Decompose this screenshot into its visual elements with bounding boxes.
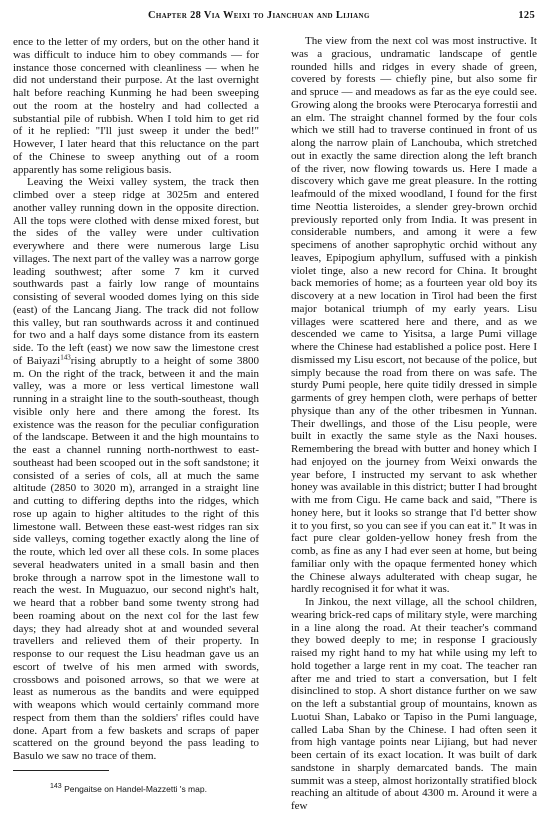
paragraph-continued: ence to the letter of my orders, but on the other hand it was difficult to induce him to obey commands — for instance those concerned with cleanliness — when he did not understand their purpose. At the last overnight halt before reaching Kunming he had been sweeping out the room at the hostelry and had collected a substantial pile of rubbish. When I told him to get rid of it he replied: "I'll just sweep it under the bed!" However, I later heard that this reluctance on the part of the Chinese to sweep anything out of a room apparently has some religious basis. [13,36,259,176]
page-header [0,6,550,26]
paragraph-col-view: The view from the next col was most instructive. It was a gracious, undramatic landscape of gentle rounded hills and ridges in every shade of green, covered by forests — chiefly pine, but also some fir and spruce — and meadows as far as the eye could see. Growing along the brooks were Pterocarya forrestii and an elm. The straight channel formed by the four cols which we still had to traverse continued in front of us along the narrow plain of Lanchouba, which stretched out in exactly the same direction along the left branch of the river, now flowing towards us. Here I made a discovery which gave me great pleasure. In the rotting leafmould of the mixed woodland, I found for the first time Neottia listeroides, a slender grey-brown orchid previously reported only from India. It was present in considerable numbers, and among it were a few specimens of another saprophytic orchid without any leaves, Epipogium aphyllum, suffused with a pinkish violet tinge, also a new record for China. It brought back memories of home; as a fourteen year old boy its discovery at a new location in Tirol had been the first major botanical triumph of my early years. Lisu villages were scattered here and there, and as we descended we came to Yisitsa, a large Pumi village where the Chinese had established a police post. Here I dismissed my Lisu escort, not because of the police, but simply because the road from there on was safe. The sturdy Pumi people, here quite tidily dressed in simple garments of grey hempen cloth, were perhaps of better physique than any of the other tribesmen in Yunnan. Their dwellings, and those of the Lisu people, were built in exactly the same style as the Naxi houses. Remembering the bread with butter and honey which I had enjoyed on the journey from Weixi onwards the year before, I instructed my servant to ask whether honey was available in this district; butter I had brought with me from Cigu. He came back and said, "There is honey here, but it looks so strange that I'd better show it to you first, so you can see if you can eat it." It was in fact pure clear golden-yellow honey fresh from the comb, as fine as any I had ever seen at home, but being familiar only with the opaque fermented honey which the Chinese always adulterated with cheap sugar, he hardly recognised it for what it was. [291,35,537,596]
paragraph-text: Leaving the Weixi valley system, the track then climbed over a steep ridge at 3025m and entered another valley running down in the opposite direction. All the tops were clothed with dense mixed forest, but the sides of the valley were under cultivation everywhere and there were numerous large Lisu villages. The next part of the valley was a narrow gorge leading southwest; after some 7 km it curved southwards past a fairly low range of mountains consisting of several wooded domes lying on this side (east) of the Lancang Jiang. The track did not follow this valley, but ran southwards across it and continued for two and a half days some distance from its eastern side. To the left (east) we now saw the limestone crest of Baiyazi [13,176,259,367]
paragraph-jinkou: In Jinkou, the next village, all the school children, wearing brick-red caps of military style, were marching in a line along the road. At their teacher's command they bowed deeply to me; in response I graciously raised my right hand to my hat while using my left to hold together a large rent in my coat. The teacher ran after me and tried to start a conversation, but I felt disinclined to stop. A short distance further on we saw on the left a substantial group of mountains, known as Luotui Shan, Labako or Tapiso in the Pumi language, called Laba Shan by the Chinese. I had often seen it from high vantage points near Lijiang, but had never been certain of its exact location. It was built of dark sandstone in sharply demarcated bands. The main summit was a steep, almost horizontally stratified block reaching an altitude of about 4300 m. Around it were a few [291,596,537,812]
left-column [13,36,259,763]
paragraph-weixi-valley [13,176,259,763]
footnote-reference: 143 [60,353,71,362]
footnote-text: Pengaitse on Handel-Mazzetti 's map. [64,784,207,794]
footnote-number: 143 [50,783,62,791]
footnote-divider [13,770,109,771]
right-column [291,35,537,813]
page-number: 125 [518,10,535,21]
paragraph-text: rising abruptly to a height of some 3800 m. On the right of the track, between it and the main valley, was a more or less vertical limestone wall running in a straight line to the south-southeast, though visible only here and there among the forest. Its existence was the reason for the peculiar configuration of the landscape. Between it and the high mountains to the east a channel running north-northwest to east-southeast had been scooped out in the soft sandstone; it consisted of a series of cols, all at much the same altitude (2850 to 3020 m), arranged in a straight line and cutting to differing depths into the ridges, which rose up again to higher altitudes to the right of this limestone wall. Between these east-west ridges ran six side valleys, coming together exactly along the line of the route, which led over all these cols. In some places several headwaters united in a small basin and then broke through a narrow spot in the limestone wall to reach the west. In Muguazuo, our second night's halt, we heard that a robber band some twenty strong had been roaming about on the next col for the last few days; they had already shot at and wounded several travellers and relieved them of their property. In response to our request the Lisu headman gave us an escort of twelve of his men armed with swords, crossbows and poisoned arrows, so that we were at least as numerous as the bandits and were equipped with weapons which would certainly command more respect from them than the soldiers' rifles could have done. Apart from a few baskets and scraps of paper scattered on the ground beyond the pass leading to Basulo we saw no trace of them. [13,354,260,762]
running-head: Chapter 28 Via Weixi to Jianchuan and Lijiang [148,10,370,21]
footnote [50,784,270,794]
